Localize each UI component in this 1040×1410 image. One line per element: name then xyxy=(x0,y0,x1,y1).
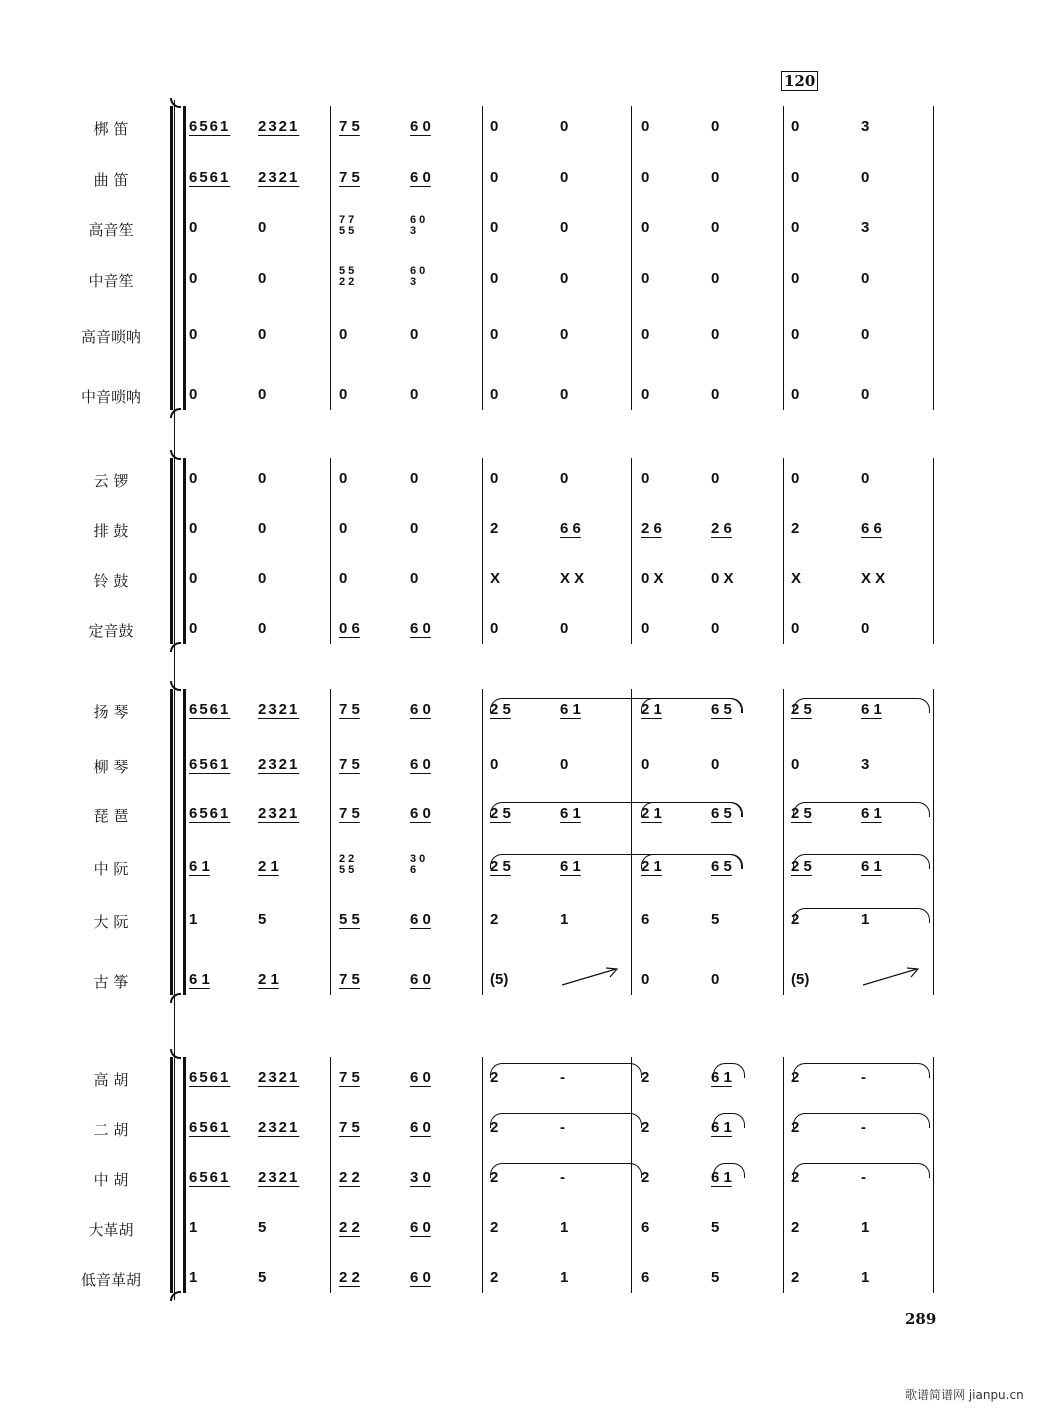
note-cell: 0 xyxy=(560,620,569,637)
note-cell: 6 6 xyxy=(861,520,882,537)
note-cell: 7 5 xyxy=(339,169,360,186)
note-cell: 6 1 xyxy=(560,805,581,822)
note-cell: 0 xyxy=(189,620,198,637)
note-cell: 0 xyxy=(490,118,499,135)
tie-arc xyxy=(793,1163,930,1178)
note-cell: - xyxy=(861,1069,866,1086)
note-cell: 0 xyxy=(791,118,800,135)
note-cell: 5 xyxy=(711,911,720,928)
tie-arc xyxy=(641,802,743,817)
barline xyxy=(330,106,331,410)
note-cell: 7 5 xyxy=(339,118,360,135)
note-cell: 0 xyxy=(490,386,499,403)
note-cell: 0 xyxy=(861,620,870,637)
note-cell: 0 xyxy=(861,270,870,287)
note-cell: 0 xyxy=(410,386,419,403)
note-cell: 7 5 xyxy=(339,701,360,718)
barline xyxy=(482,689,483,995)
note-cell: 0 xyxy=(189,270,198,287)
glissando-arrow-icon xyxy=(560,965,620,989)
note-cell: 0 X xyxy=(641,570,664,587)
instrument-label: 中 胡 xyxy=(93,1171,129,1189)
barline xyxy=(933,1057,934,1293)
note-cell: 0 xyxy=(711,971,720,988)
note-cell: 6 xyxy=(641,1269,650,1286)
tie-arc xyxy=(490,1163,642,1178)
barline xyxy=(330,1057,331,1293)
note-cell: 1 xyxy=(861,911,870,928)
tie-arc xyxy=(793,802,930,817)
note-cell: 6 1 xyxy=(189,858,210,875)
barline xyxy=(183,106,186,410)
note-cell: 2 6 xyxy=(711,520,732,537)
note-cell: 6 1 xyxy=(189,971,210,988)
note-cell: 1 xyxy=(189,1219,198,1236)
note-cell: 0 xyxy=(641,756,650,773)
note-cell: 6 0 xyxy=(410,805,431,822)
tie-arc xyxy=(490,1063,642,1078)
note-cell: 0 xyxy=(711,270,720,287)
instrument-label: 曲 笛 xyxy=(93,171,129,189)
instrument-label: 扬 琴 xyxy=(93,703,129,721)
note-cell: 2 xyxy=(490,1169,499,1186)
note-cell: 2 xyxy=(791,1119,800,1136)
instrument-label: 云 锣 xyxy=(93,472,129,490)
tie-arc xyxy=(793,1113,930,1128)
note-cell: 2321 xyxy=(258,169,300,186)
note-cell: 0 xyxy=(711,756,720,773)
note-cell: 6561 xyxy=(189,701,231,718)
instrument-label: 大革胡 xyxy=(88,1221,134,1239)
note-cell: 0 xyxy=(189,326,198,343)
note-cell: 0 xyxy=(258,326,267,343)
note-cell: 2 xyxy=(490,520,499,537)
tie-arc xyxy=(713,1163,745,1178)
instrument-label: 中 阮 xyxy=(93,860,129,878)
note-cell: 6 0 xyxy=(410,756,431,773)
note-cell: 0 xyxy=(861,326,870,343)
note-cell: 2 xyxy=(791,1219,800,1236)
note-cell: 0 xyxy=(711,386,720,403)
tie-arc xyxy=(713,1063,745,1078)
barline xyxy=(631,689,632,995)
barline xyxy=(330,458,331,644)
note-cell: 2321 xyxy=(258,118,300,135)
instrument-label: 柳 琴 xyxy=(93,758,129,776)
note-cell: 0 xyxy=(258,219,267,236)
note-cell: 0 xyxy=(711,118,720,135)
note-cell: 6 0 xyxy=(410,971,431,988)
barline xyxy=(783,1057,784,1293)
note-cell: 6 1 xyxy=(861,805,882,822)
note-cell: 0 xyxy=(490,169,499,186)
note-cell: - xyxy=(560,1169,565,1186)
note-cell: 5 xyxy=(258,1269,267,1286)
note-cell: 0 xyxy=(258,570,267,587)
instrument-label: 二 胡 xyxy=(93,1121,129,1139)
note-cell: 2 xyxy=(791,1269,800,1286)
barline xyxy=(183,689,186,995)
note-cell: 6 1 xyxy=(861,701,882,718)
note-cell: 6561 xyxy=(189,169,231,186)
note-cell: 0 xyxy=(791,270,800,287)
note-cell: 0 xyxy=(641,326,650,343)
note-cell: 6 0 xyxy=(410,1119,431,1136)
note-cell: 2321 xyxy=(258,756,300,773)
note-cell: 0 xyxy=(791,219,800,236)
note-cell: 2 1 xyxy=(641,805,662,822)
note-cell: 0 xyxy=(339,570,348,587)
note-cell: 0 xyxy=(339,386,348,403)
note-cell: 3 0 6 xyxy=(410,853,426,876)
barline xyxy=(482,458,483,644)
note-cell: 0 xyxy=(490,470,499,487)
note-cell: 5 xyxy=(258,911,267,928)
note-cell: - xyxy=(560,1119,565,1136)
instrument-label: 低音革胡 xyxy=(80,1271,141,1289)
note-cell: 6 5 xyxy=(711,805,732,822)
note-cell: 6561 xyxy=(189,805,231,822)
note-cell: 0 xyxy=(711,169,720,186)
instrument-label: 梆 笛 xyxy=(93,120,129,138)
note-cell: 2 xyxy=(791,1069,800,1086)
note-cell: 6 0 xyxy=(410,620,431,637)
note-cell: 6 0 3 xyxy=(410,214,426,237)
note-cell: 2 xyxy=(490,911,499,928)
note-cell: 0 xyxy=(560,270,569,287)
note-cell: 0 xyxy=(339,326,348,343)
note-cell: 0 xyxy=(861,470,870,487)
note-cell: 3 xyxy=(861,756,870,773)
note-cell: 2 6 xyxy=(641,520,662,537)
note-cell: 0 xyxy=(641,386,650,403)
note-cell: 0 xyxy=(791,386,800,403)
barline xyxy=(631,106,632,410)
note-cell: 7 5 xyxy=(339,756,360,773)
note-cell: X X xyxy=(861,570,886,587)
note-cell: X xyxy=(791,570,802,587)
note-cell: 2 xyxy=(791,911,800,928)
note-cell: 0 xyxy=(641,620,650,637)
note-cell: 1 xyxy=(861,1219,870,1236)
note-cell: 6561 xyxy=(189,1069,231,1086)
note-cell: 2321 xyxy=(258,1169,300,1186)
note-cell: 6 0 xyxy=(410,1069,431,1086)
note-cell: 0 xyxy=(560,470,569,487)
tie-arc xyxy=(793,698,930,713)
note-cell: 2 5 xyxy=(791,701,812,718)
note-cell: 5 xyxy=(711,1219,720,1236)
note-cell: 6 xyxy=(641,1219,650,1236)
barline xyxy=(482,1057,483,1293)
note-cell: 2 xyxy=(641,1119,650,1136)
note-cell: 2 1 xyxy=(258,858,279,875)
instrument-label: 定音鼓 xyxy=(88,622,134,640)
note-cell: 0 xyxy=(641,219,650,236)
note-cell: 0 xyxy=(189,386,198,403)
note-cell: 0 xyxy=(490,756,499,773)
note-cell: X xyxy=(490,570,501,587)
note-cell: 2 2 xyxy=(339,1269,360,1286)
barline xyxy=(631,458,632,644)
note-cell: 2 xyxy=(490,1069,499,1086)
note-cell: 6 0 xyxy=(410,701,431,718)
note-cell: 0 xyxy=(560,219,569,236)
note-cell: 1 xyxy=(560,1269,569,1286)
note-cell: - xyxy=(560,1069,565,1086)
note-cell: 0 xyxy=(258,386,267,403)
note-cell: 2 1 xyxy=(258,971,279,988)
note-cell: 0 xyxy=(490,270,499,287)
note-cell: (5) xyxy=(791,971,810,988)
note-cell: 2 1 xyxy=(641,701,662,718)
note-cell: 7 5 xyxy=(339,1119,360,1136)
tie-arc xyxy=(490,1113,642,1128)
barline xyxy=(183,1057,186,1293)
instrument-label: 铃 鼓 xyxy=(93,572,129,590)
note-cell: 0 xyxy=(861,386,870,403)
barline xyxy=(933,458,934,644)
note-cell: 2 2 5 5 xyxy=(339,853,355,876)
instrument-label: 大 阮 xyxy=(93,913,129,931)
note-cell: 2 xyxy=(490,1119,499,1136)
group-bracket xyxy=(170,689,180,995)
note-cell: 0 xyxy=(258,470,267,487)
note-cell: 6 0 3 xyxy=(410,265,426,288)
note-cell: 6 0 xyxy=(410,118,431,135)
note-cell: 6561 xyxy=(189,756,231,773)
note-cell: 0 xyxy=(189,520,198,537)
note-cell: 5 xyxy=(711,1269,720,1286)
note-cell: 7 5 xyxy=(339,805,360,822)
note-cell: 0 xyxy=(861,169,870,186)
note-cell: 6 1 xyxy=(560,701,581,718)
note-cell: 0 xyxy=(711,620,720,637)
note-cell: 2 xyxy=(791,520,800,537)
note-cell: 0 xyxy=(560,326,569,343)
note-cell: 7 5 xyxy=(339,971,360,988)
group-bracket xyxy=(170,458,180,644)
note-cell: 0 xyxy=(410,570,419,587)
note-cell: 3 xyxy=(861,219,870,236)
tie-arc xyxy=(641,854,743,869)
note-cell: 3 xyxy=(861,118,870,135)
instrument-label: 高音唢呐 xyxy=(80,328,141,346)
note-cell: 0 xyxy=(791,620,800,637)
note-cell: 2 5 xyxy=(490,701,511,718)
instrument-label: 中音笙 xyxy=(88,272,134,290)
note-cell: 2321 xyxy=(258,701,300,718)
note-cell: 0 xyxy=(641,169,650,186)
instrument-label: 琵 琶 xyxy=(93,807,129,825)
note-cell: 0 xyxy=(791,326,800,343)
tie-arc xyxy=(793,854,930,869)
note-cell: 5 5 xyxy=(339,911,360,928)
note-cell: 0 xyxy=(791,169,800,186)
note-cell: 2 5 xyxy=(490,805,511,822)
note-cell: 6561 xyxy=(189,1119,231,1136)
note-cell: 0 xyxy=(641,270,650,287)
note-cell: 0 xyxy=(339,520,348,537)
note-cell: 0 xyxy=(410,470,419,487)
rehearsal-mark: 120 xyxy=(781,71,818,91)
note-cell: 6 0 xyxy=(410,911,431,928)
note-cell: 0 xyxy=(490,620,499,637)
tie-arc xyxy=(793,908,930,923)
note-cell: 0 xyxy=(410,326,419,343)
note-cell: 6 1 xyxy=(711,1169,732,1186)
barline xyxy=(330,689,331,995)
note-cell: 6 1 xyxy=(861,858,882,875)
instrument-label: 古 筝 xyxy=(93,973,129,991)
glissando-arrow-icon xyxy=(861,965,921,989)
note-cell: 1 xyxy=(560,1219,569,1236)
barline xyxy=(482,106,483,410)
note-cell: 2321 xyxy=(258,1119,300,1136)
note-cell: 0 xyxy=(791,756,800,773)
note-cell: 0 xyxy=(641,971,650,988)
note-cell: 2 xyxy=(490,1219,499,1236)
page-number: 289 xyxy=(905,1310,937,1328)
note-cell: 2 5 xyxy=(791,858,812,875)
note-cell: 0 xyxy=(490,219,499,236)
note-cell: 6 1 xyxy=(711,1069,732,1086)
note-cell: 7 7 5 5 xyxy=(339,214,355,237)
note-cell: 6561 xyxy=(189,1169,231,1186)
note-cell: 0 xyxy=(189,470,198,487)
note-cell: 0 xyxy=(410,520,419,537)
note-cell: 3 0 xyxy=(410,1169,431,1186)
barline xyxy=(933,106,934,410)
note-cell: 6 6 xyxy=(560,520,581,537)
note-cell: 0 xyxy=(490,326,499,343)
note-cell: 2 5 xyxy=(490,858,511,875)
note-cell: 0 xyxy=(641,118,650,135)
note-cell: 6 0 xyxy=(410,169,431,186)
barline xyxy=(783,689,784,995)
note-cell: 2 2 xyxy=(339,1219,360,1236)
note-cell: 2 xyxy=(641,1169,650,1186)
note-cell: (5) xyxy=(490,971,509,988)
note-cell: 2 5 xyxy=(791,805,812,822)
note-cell: 0 xyxy=(560,756,569,773)
instrument-label: 中音唢呐 xyxy=(80,388,141,406)
note-cell: 6 1 xyxy=(711,1119,732,1136)
note-cell: 0 xyxy=(258,520,267,537)
note-cell: X X xyxy=(560,570,585,587)
barline xyxy=(783,106,784,410)
barline xyxy=(183,458,186,644)
note-cell: 2321 xyxy=(258,805,300,822)
note-cell: 0 xyxy=(560,386,569,403)
note-cell: 2 xyxy=(490,1269,499,1286)
instrument-label: 高音笙 xyxy=(88,221,134,239)
note-cell: 0 xyxy=(711,470,720,487)
note-cell: 6 1 xyxy=(560,858,581,875)
group-bracket xyxy=(170,1057,180,1293)
instrument-label: 高 胡 xyxy=(93,1071,129,1089)
note-cell: 6561 xyxy=(189,118,231,135)
note-cell: 2321 xyxy=(258,1069,300,1086)
note-cell: 5 5 2 2 xyxy=(339,265,355,288)
note-cell: 2 2 xyxy=(339,1169,360,1186)
note-cell: 1 xyxy=(189,1269,198,1286)
note-cell: - xyxy=(861,1119,866,1136)
note-cell: 1 xyxy=(560,911,569,928)
note-cell: 0 xyxy=(339,470,348,487)
note-cell: 0 xyxy=(711,219,720,236)
note-cell: 5 xyxy=(258,1219,267,1236)
note-cell: 6 0 xyxy=(410,1269,431,1286)
note-cell: 0 xyxy=(711,326,720,343)
tie-arc xyxy=(641,698,743,713)
watermark: 歌谱简谱网 jianpu.cn xyxy=(905,1388,1024,1402)
note-cell: 7 5 xyxy=(339,1069,360,1086)
group-bracket xyxy=(170,106,180,410)
note-cell: 0 X xyxy=(711,570,734,587)
instrument-label: 排 鼓 xyxy=(93,522,129,540)
note-cell: 2 xyxy=(791,1169,800,1186)
barline xyxy=(783,458,784,644)
note-cell: 0 xyxy=(641,470,650,487)
note-cell: 6 xyxy=(641,911,650,928)
note-cell: 0 xyxy=(791,470,800,487)
note-cell: 0 xyxy=(189,219,198,236)
barline xyxy=(933,689,934,995)
note-cell: 0 6 xyxy=(339,620,360,637)
note-cell: 0 xyxy=(560,169,569,186)
note-cell: 0 xyxy=(189,570,198,587)
note-cell: 0 xyxy=(258,620,267,637)
note-cell: - xyxy=(861,1169,866,1186)
note-cell: 0 xyxy=(258,270,267,287)
note-cell: 1 xyxy=(861,1269,870,1286)
note-cell: 6 5 xyxy=(711,858,732,875)
tie-arc xyxy=(713,1113,745,1128)
note-cell: 0 xyxy=(560,118,569,135)
note-cell: 2 xyxy=(641,1069,650,1086)
note-cell: 1 xyxy=(189,911,198,928)
tie-arc xyxy=(793,1063,930,1078)
note-cell: 2 1 xyxy=(641,858,662,875)
note-cell: 6 0 xyxy=(410,1219,431,1236)
note-cell: 6 5 xyxy=(711,701,732,718)
